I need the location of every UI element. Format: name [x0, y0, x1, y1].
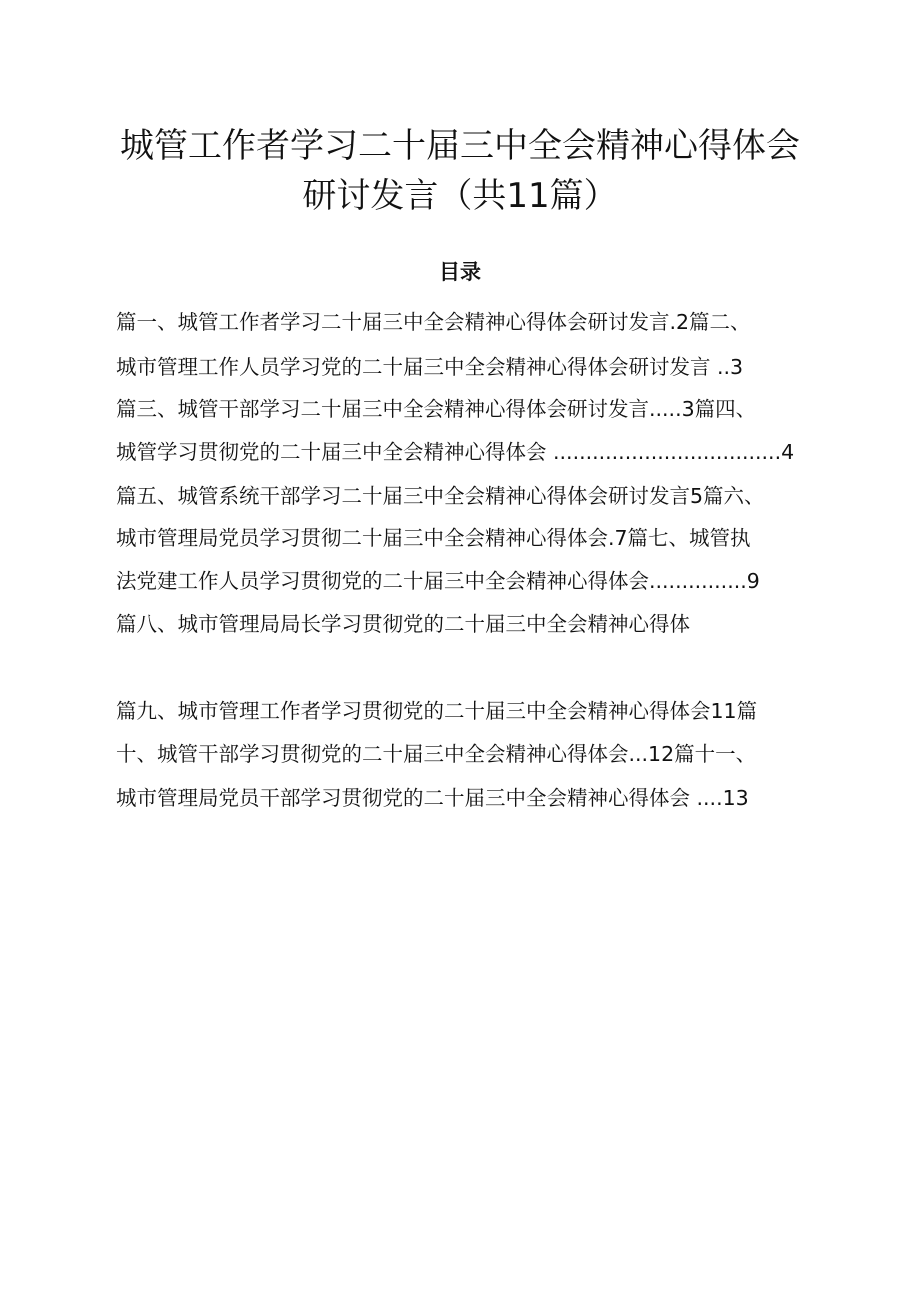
- toc-line: 篇八、城市管理局局长学习贯彻党的二十届三中全会精神心得体: [116, 612, 690, 636]
- toc-line: 城市管理局党员学习贯彻二十届三中全会精神心得体会.7篇七、城管执: [116, 526, 751, 550]
- toc-line: 篇三、城管干部学习二十届三中全会精神心得体会研讨发言.....3篇四、: [116, 397, 757, 421]
- document-title-line-1: 城管工作者学习二十届三中全会精神心得体会: [120, 126, 800, 166]
- toc-line: 篇五、城管系统干部学习二十届三中全会精神心得体会研讨发言5篇六、: [116, 484, 765, 508]
- toc-line: 篇九、城市管理工作者学习贯彻党的二十届三中全会精神心得体会11篇: [116, 699, 758, 723]
- toc-line: 城管学习贯彻党的二十届三中全会精神心得体会 ...................................4: [116, 440, 795, 464]
- toc-line: 十、城管干部学习贯彻党的二十届三中全会精神心得体会...12篇十一、: [116, 742, 757, 766]
- toc-line: 城市管理局党员干部学习贯彻党的二十届三中全会精神心得体会 ....13: [116, 786, 749, 810]
- toc-heading: 目录: [439, 260, 481, 284]
- toc-line: 法党建工作人员学习贯彻党的二十届三中全会精神心得体会...............9: [116, 569, 760, 593]
- document-title-line-2: 研讨发言（共11篇）: [302, 176, 618, 216]
- toc-line: 篇一、城管工作者学习二十届三中全会精神心得体会研讨发言.2篇二、: [116, 310, 751, 334]
- toc-line: 城市管理工作人员学习党的二十届三中全会精神心得体会研讨发言 ..3: [116, 355, 744, 379]
